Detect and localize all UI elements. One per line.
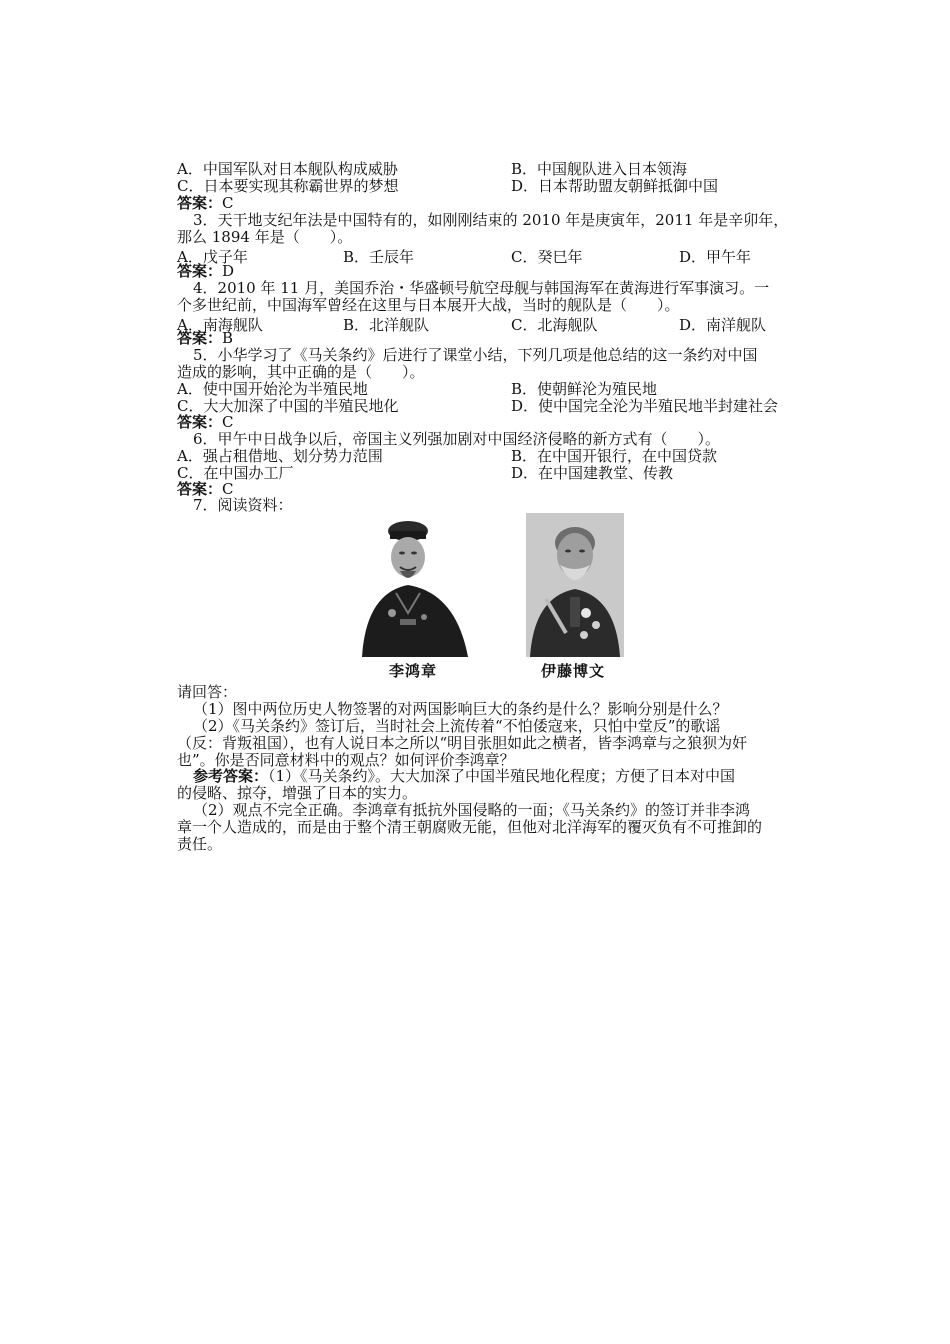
portrait-ito-hirobumi <box>526 513 624 657</box>
q6-stem: 6．甲午中日战争以后，帝国主义列强加剧对中国经济侵略的新方式有（ ）。 <box>193 430 721 448</box>
caption-ito-hirobumi: 伊藤博文 <box>541 662 606 680</box>
reference-answer-label: 参考答案： <box>193 767 269 785</box>
q5-option-a: A．使中国开始沦为半殖民地 <box>177 380 368 398</box>
answer-value: C <box>222 194 234 212</box>
q3-stem-line1: 3．天干地支纪年法是中国特有的，如刚刚结束的 2010 年是庚寅年，2011 年是辛卯年， <box>193 211 789 229</box>
q2-answer <box>177 195 234 212</box>
q7-reference-answer-line5: 责任。 <box>177 835 223 853</box>
q6-option-c: C．在中国办工厂 <box>177 464 294 482</box>
answer-value: C <box>222 480 234 498</box>
q4-stem-line1: 4．2010 年 11 月，美国乔治・华盛顿号航空母舰与韩国海军在黄海进行军事演习。一 <box>193 279 770 297</box>
portrait-ito-hirobumi-image <box>526 513 624 657</box>
q3-answer <box>177 263 234 280</box>
q3-stem-line2: 那么 1894 年是（ ）。 <box>177 228 353 246</box>
portrait-li-hongzhang-image <box>356 513 474 657</box>
q7-stem: 7．阅读资料： <box>193 496 293 514</box>
q2-option-b: B．中国舰队进入日本领海 <box>511 160 688 178</box>
q3-option-a: A．戊子年 <box>177 248 248 266</box>
answer-value: C <box>222 413 234 431</box>
q7-sub2-line1: （2）《马关条约》签订后，当时社会上流传着“不怕倭寇来，只怕中堂反”的歌谣 <box>193 717 721 735</box>
answer-label: 答案： <box>177 194 223 212</box>
q4-stem-line2: 个多世纪前，中国海军曾经在这里与日本展开大战，当时的舰队是（ ）。 <box>177 296 680 314</box>
q7-reference-answer-line3: （2）观点不完全正确。李鸿章有抵抗外国侵略的一面；《马关条约》的签订并非李鸿 <box>193 801 751 819</box>
q2-option-c: C．日本要实现其称霸世界的梦想 <box>177 177 399 195</box>
answer-label: 答案： <box>177 413 223 431</box>
q6-option-a: A．强占租借地、划分势力范围 <box>177 447 383 465</box>
q4-option-d: D．南洋舰队 <box>679 316 767 334</box>
q4-option-b: B．北洋舰队 <box>343 316 430 334</box>
answer-value: B <box>222 329 234 347</box>
q4-option-a: A．南海舰队 <box>177 316 263 334</box>
q3-option-c: C．癸巳年 <box>511 248 583 266</box>
q7-prompt: 请回答： <box>177 683 238 701</box>
q7-reference-answer-line4: 章一个人造成的，而是由于整个清王朝腐败无能，但他对北洋海军的覆灭负有不可推卸的 <box>177 818 763 836</box>
reference-answer-text: （1）《马关条约》。大大加深了中国半殖民地化程度；方便了日本对中国 <box>268 767 736 785</box>
q7-reference-answer-line2: 的侵略、掠夺，增强了日本的实力。 <box>177 784 418 802</box>
q2-option-a: A．中国军队对日本舰队构成威胁 <box>177 160 398 178</box>
answer-value: D <box>222 262 235 280</box>
q4-option-c: C．北海舰队 <box>511 316 598 334</box>
q5-stem-line2: 造成的影响，其中正确的是（ ）。 <box>177 363 425 381</box>
q6-option-d: D．在中国建教堂、传教 <box>511 464 674 482</box>
answer-label: 答案： <box>177 262 223 280</box>
q7-reference-answer-line1 <box>193 768 735 785</box>
q4-answer <box>177 330 233 347</box>
q6-option-b: B．在中国开银行，在中国贷款 <box>511 447 718 465</box>
q7-sub2-line2: （反：背叛祖国），也有人说日本之所以“明目张胆如此之横者，皆李鸿章与之狼狈为奸 <box>177 734 748 752</box>
caption-li-hongzhang: 李鸿章 <box>389 662 438 680</box>
portrait-li-hongzhang <box>356 513 454 657</box>
q2-option-d: D．日本帮助盟友朝鲜抵御中国 <box>511 177 719 195</box>
q5-option-c: C．大大加深了中国的半殖民地化 <box>177 397 399 415</box>
q7-sub1: （1）图中两位历史人物签署的对两国影响巨大的条约是什么？影响分别是什么？ <box>193 700 728 718</box>
q3-option-b: B．壬辰年 <box>343 248 415 266</box>
q5-answer <box>177 414 234 431</box>
q5-option-d: D．使中国完全沦为半殖民地半封建社会 <box>511 397 779 415</box>
answer-label: 答案： <box>177 329 223 347</box>
q5-option-b: B．使朝鲜沦为殖民地 <box>511 380 658 398</box>
q5-stem-line1: 5．小华学习了《马关条约》后进行了课堂小结，下列几项是他总结的这一条约对中国 <box>193 346 758 364</box>
q7-sub2-line3: 也”。你是否同意材料中的观点？如何评价李鸿章？ <box>177 751 515 769</box>
answer-label: 答案： <box>177 480 223 498</box>
q3-option-d: D．甲午年 <box>679 248 752 266</box>
